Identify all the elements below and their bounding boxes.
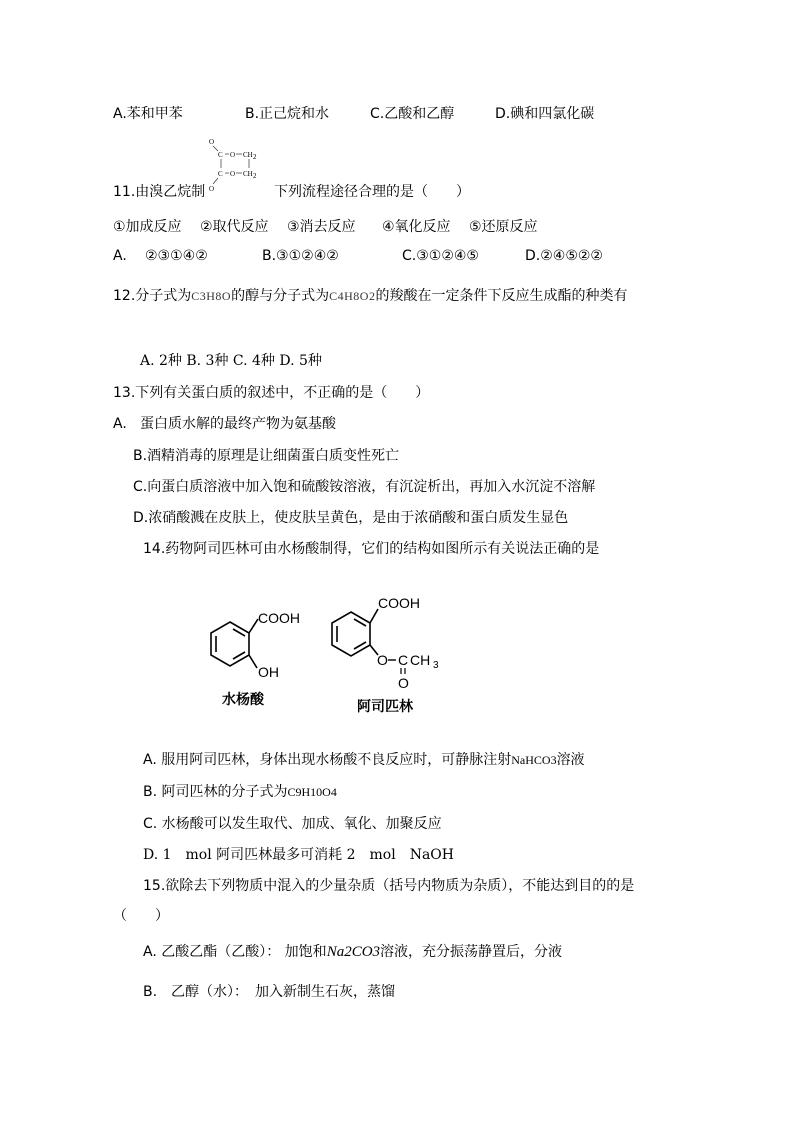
q11-reaction-2: ②取代反应: [200, 219, 269, 235]
q13-stem: 13.下列有关蛋白质的叙述中，不正确的是（ ）: [113, 385, 430, 401]
q14-option-c: C. 水杨酸可以发生取代、加成、氧化、加聚反应: [143, 816, 442, 832]
q11-struct-atom: C: [218, 151, 223, 159]
q11-struct-atom: O: [209, 138, 215, 146]
q14-option-b-prefix: B. 阿司匹林的分子式为: [143, 784, 288, 800]
q14-stem: 14.药物阿司匹林可由水杨酸制得，它们的结构如图所示有关说法正确的是: [143, 541, 600, 557]
q13-option-a-label: A.: [113, 416, 127, 432]
salicylic-cooh-label: COOH: [258, 610, 300, 626]
q15-option-a-suffix: 溶液，充分振荡静置后，分液: [380, 944, 563, 960]
q14-option-a-formula: NaHCO3: [511, 753, 557, 767]
q13-option-a: 蛋白质水解的最终产物为氨基酸: [140, 416, 336, 432]
q14-option-d: D. 1 mol 阿司匹林最多可消耗 2 mol NaOH: [143, 847, 454, 863]
q11-stem-suffix: 下列流程途径合理的是（ ）: [274, 184, 470, 200]
q13-option-b: B.酒精消毒的原理是让细菌蛋白质变性死亡: [133, 448, 400, 464]
aspirin-cooh-label: COOH: [378, 595, 420, 611]
q15-option-a: [143, 942, 562, 962]
q11-struct-atom: O: [230, 151, 236, 159]
q15-option-a-formula: Na2CO3: [326, 944, 381, 960]
q12-stem-b: 的醇与分子式为: [231, 288, 330, 304]
q11-option-a: ②③①④②: [145, 248, 208, 264]
q15-option-b: B. 乙醇（水）： 加入新制生石灰，蒸馏: [143, 984, 396, 1000]
q11-reaction-4: ④氧化反应: [382, 219, 451, 235]
q11-option-c: C.③①②④⑤: [402, 248, 479, 264]
q15-option-a-prefix: A. 乙酸乙酯（乙酸）： 加饱和: [143, 944, 327, 960]
q12-formula-2: C4H8O2: [329, 289, 376, 303]
q11-struct-atom: O: [209, 185, 215, 193]
aspirin-carbonyl-o-label: O: [398, 675, 409, 691]
salicylic-oh-label: OH: [258, 664, 279, 680]
q12-formula-1: C3H8O: [191, 289, 232, 303]
q14-option-a: [143, 750, 585, 770]
q14-option-a-suffix: 溶液: [556, 752, 585, 768]
q11-option-b: B.③①②④②: [262, 248, 339, 264]
aspirin-carbonyl-c-label: C: [398, 652, 409, 668]
q12-stem-a: 12.分子式为: [113, 288, 192, 304]
q11-struct-atom: CH: [243, 170, 253, 178]
q11-stem-prefix: 11.由溴乙烷制: [113, 184, 206, 200]
q11-struct-atom: 2: [253, 172, 257, 180]
q15-answer-paren: （ ）: [113, 908, 169, 924]
q11-reaction-3: ③消去反应: [287, 219, 356, 235]
salicylic-acid-name: 水杨酸: [222, 691, 264, 707]
q14-option-b-formula: C9H10O4: [287, 785, 337, 799]
q10-option-c: C.乙酸和乙醇: [370, 106, 455, 122]
aspirin-ch3-label: CH: [410, 652, 431, 668]
q12-stem-c: 的羧酸在一定条件下反应生成酯的种类有: [375, 288, 628, 304]
q14-option-b: [143, 782, 337, 802]
q10-option-b: B.正己烷和水: [245, 106, 330, 122]
q11-struct-atom: CH: [243, 151, 253, 159]
q11-reaction-5: ⑤还原反应: [469, 219, 538, 235]
q13-option-d: D.浓硝酸溅在皮肤上，使皮肤呈黄色，是由于浓硝酸和蛋白质发生显色: [133, 510, 569, 526]
q12-options: A. 2种 B. 3种 C. 4种 D. 5种: [140, 353, 322, 369]
q10-option-a: A.苯和甲苯: [113, 106, 183, 122]
q13-option-c: C.向蛋白质溶液中加入饱和硫酸铵溶液，有沉淀析出，再加入水沉淀不溶解: [133, 479, 596, 495]
q11-option-d: D.②④⑤②②: [525, 248, 603, 264]
q11-reaction-1: ①加成反应: [113, 219, 182, 235]
aspirin-name: 阿司匹林: [357, 698, 413, 714]
q11-cyclic-ester-structure: [205, 135, 277, 195]
q11-option-a-label: A.: [113, 248, 127, 264]
aspirin-ester-o-label: O: [377, 652, 388, 668]
q11-struct-atom: C: [218, 170, 223, 178]
q11-struct-atom: O: [230, 170, 236, 178]
q14-option-a-prefix: A. 服用阿司匹林，身体出现水杨酸不良反应时，可静脉注射: [143, 752, 512, 768]
q12-stem: [113, 286, 627, 306]
q11-struct-atom: 2: [253, 153, 257, 161]
q15-stem: 15.欲除去下列物质中混入的少量杂质（括号内物质为杂质），不能达到目的的是: [143, 878, 635, 894]
aspirin-ch3-subscript: 3: [433, 660, 439, 671]
q10-option-d: D.碘和四氯化碳: [495, 106, 595, 122]
